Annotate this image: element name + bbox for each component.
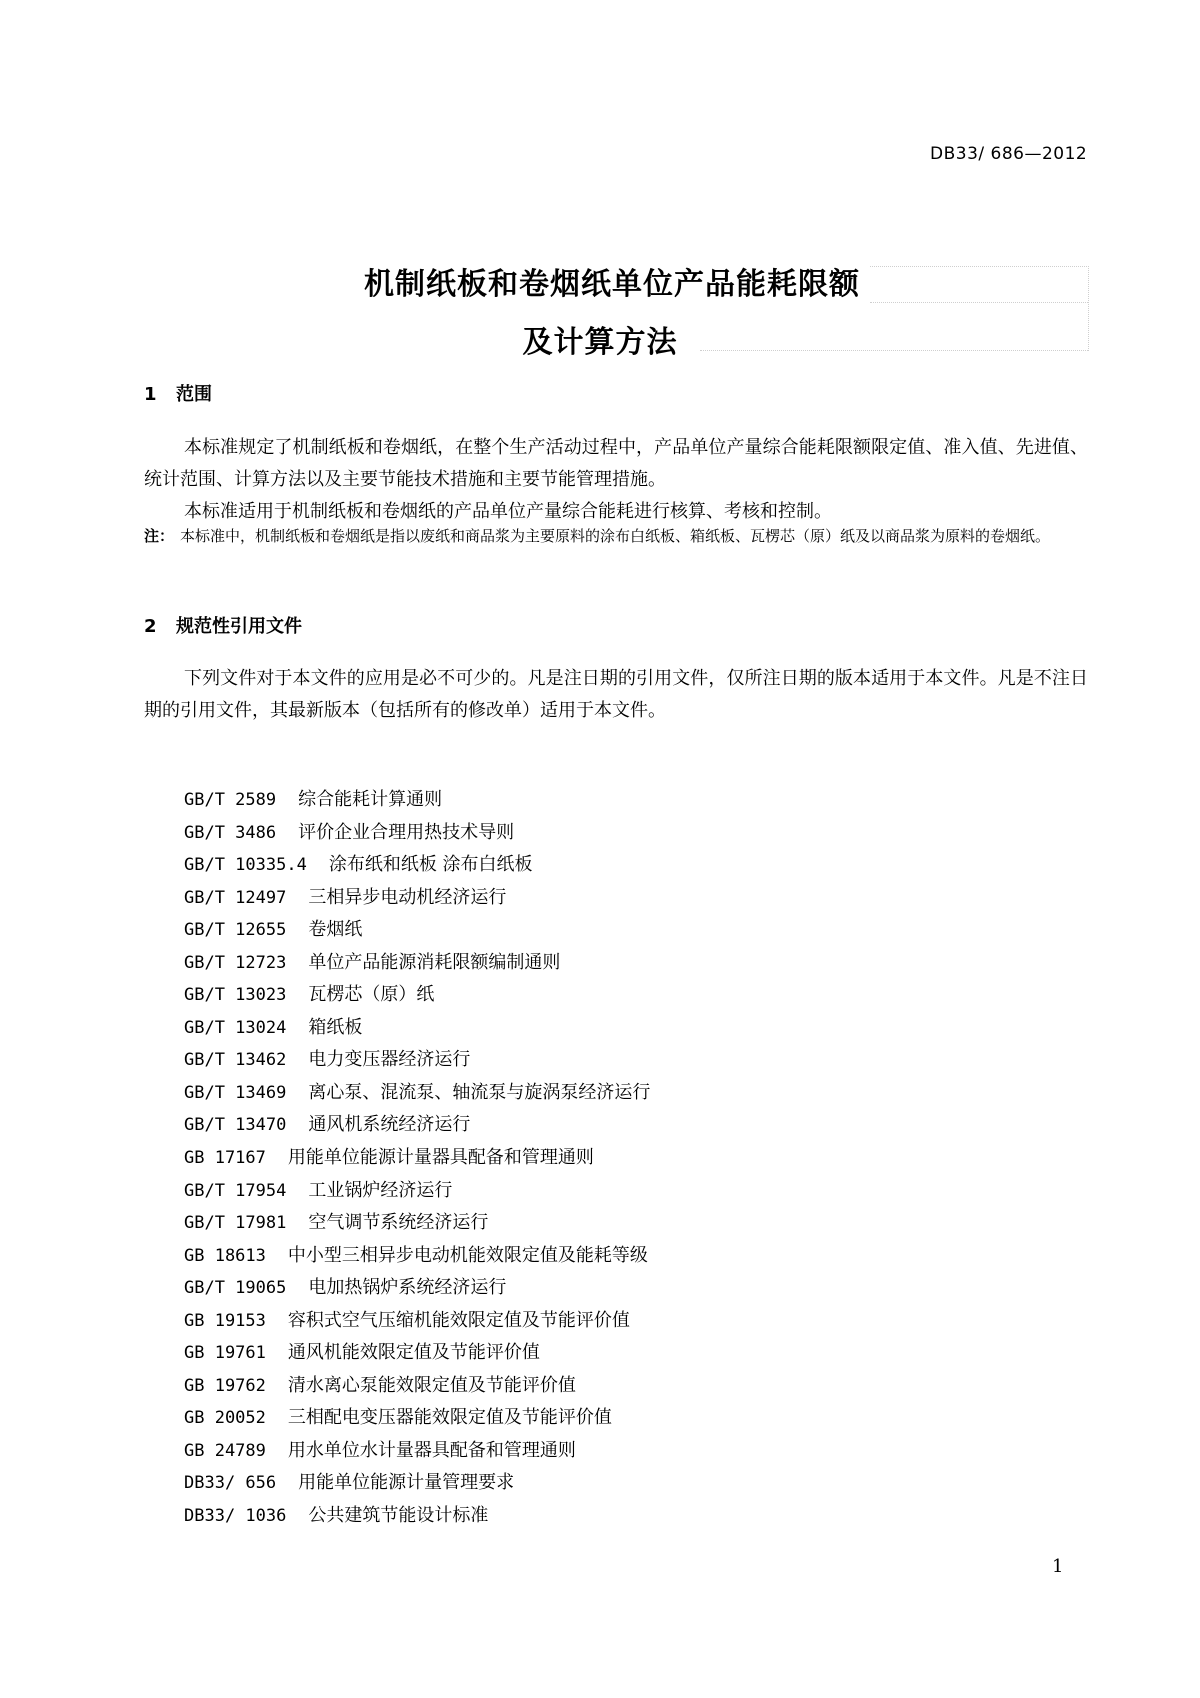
reference-title: 评价企业合理用热技术导则: [298, 821, 515, 843]
reference-item: [184, 1467, 650, 1500]
reference-code: GB 18613: [184, 1245, 266, 1266]
reference-title: 用能单位能源计量管理要求: [298, 1472, 515, 1494]
reference-title: 电力变压器经济运行: [308, 1049, 471, 1071]
reference-title: 三相异步电动机经济运行: [308, 886, 507, 908]
scope-note: [144, 522, 1088, 551]
reference-title: 三相配电变压器能效限定值及节能评价值: [287, 1407, 612, 1429]
reference-title: 用水单位水计量器具配备和管理通则: [287, 1439, 576, 1461]
reference-code: GB/T 13469: [184, 1082, 287, 1103]
reference-code: GB/T 12497: [184, 887, 287, 908]
reference-title: 用能单位能源计量器具配备和管理通则: [287, 1147, 594, 1169]
reference-item: [184, 849, 650, 882]
reference-item: [184, 1077, 650, 1110]
reference-item: [184, 1337, 650, 1370]
normative-references-list: [184, 784, 650, 1533]
reference-title: 清水离心泵能效限定值及节能评价值: [287, 1374, 576, 1396]
reference-code: GB/T 2589: [184, 790, 277, 810]
reference-code: GB/T 13462: [184, 1050, 287, 1071]
reference-title: 容积式空气压缩机能效限定值及节能评价值: [287, 1309, 630, 1331]
section-1-number: 1: [144, 384, 157, 405]
reference-title: 综合能耗计算通则: [298, 789, 443, 810]
reference-title: 空气调节系统经济运行: [308, 1212, 489, 1234]
reference-code: GB 19762: [184, 1375, 266, 1396]
reference-item: [184, 1370, 650, 1403]
note-label: 注：: [144, 527, 175, 545]
reference-item: [184, 947, 650, 980]
document-title: [0, 262, 1200, 366]
reference-title: 卷烟纸: [308, 919, 363, 941]
reference-title: 中小型三相异步电动机能效限定值及能耗等级: [287, 1244, 648, 1266]
section-2-body: [144, 663, 1088, 727]
reference-code: GB 19153: [184, 1310, 266, 1331]
scope-paragraph-1: 本标准规定了机制纸板和卷烟纸，在整个生产活动过程中，产品单位产量综合能耗限额限定值、准入值、先进值、统计范围、计算方法以及主要节能技术措施和主要节能管理措施。: [144, 437, 1088, 490]
references-intro: 下列文件对于本文件的应用是必不可少的。凡是注日期的引用文件，仅所注日期的版本适用于本文件。凡是不注日期的引用文件，其最新版本（包括所有的修改单）适用于本文件。: [144, 668, 1088, 721]
reference-item: [184, 817, 650, 850]
reference-title: 离心泵、混流泵、轴流泵与旋涡泵经济运行: [308, 1081, 651, 1103]
reference-item: [184, 784, 650, 817]
reference-item: [184, 1012, 650, 1045]
reference-code: GB/T 10335.4: [184, 855, 307, 876]
section-1-heading: [144, 380, 212, 406]
reference-item: [184, 1240, 650, 1273]
reference-code: DB33/ 656: [184, 1473, 277, 1494]
reference-item: [184, 979, 650, 1012]
reference-title: 瓦楞芯（原）纸: [308, 984, 435, 1006]
reference-item: [184, 1175, 650, 1208]
scope-paragraph-2: 本标准适用于机制纸板和卷烟纸的产品单位产量综合能耗进行核算、考核和控制。: [184, 501, 832, 522]
reference-item: [184, 1402, 650, 1435]
reference-item: [184, 1500, 650, 1533]
reference-item: [184, 1142, 650, 1175]
reference-title: 涂布纸和纸板 涂布白纸板: [328, 854, 533, 876]
title-line-1: 机制纸板和卷烟纸单位产品能耗限额: [364, 267, 860, 302]
reference-item: [184, 1435, 650, 1468]
section-2-number: 2: [144, 616, 157, 637]
page-number: 1: [1052, 1556, 1064, 1577]
reference-code: GB/T 12655: [184, 920, 287, 941]
reference-code: GB 19761: [184, 1343, 266, 1364]
reference-code: GB 24789: [184, 1440, 266, 1461]
section-2-title: 规范性引用文件: [176, 616, 302, 637]
section-1-body: [144, 432, 1088, 528]
reference-title: 工业锅炉经济运行: [308, 1179, 453, 1201]
reference-code: GB 17167: [184, 1148, 266, 1169]
section-1-title: 范围: [176, 384, 212, 405]
reference-item: [184, 1109, 650, 1142]
reference-code: GB/T 13470: [184, 1115, 287, 1136]
reference-item: [184, 1272, 650, 1305]
reference-item: [184, 914, 650, 947]
reference-code: GB/T 12723: [184, 952, 287, 973]
reference-item: [184, 1207, 650, 1240]
reference-code: DB33/ 1036: [184, 1506, 287, 1527]
title-line-2: 及计算方法: [522, 325, 678, 360]
reference-title: 单位产品能源消耗限额编制通则: [308, 951, 561, 973]
reference-code: GB 20052: [184, 1408, 266, 1429]
reference-code: GB/T 17981: [184, 1213, 287, 1234]
reference-item: [184, 882, 650, 915]
reference-title: 通风机能效限定值及节能评价值: [287, 1342, 540, 1364]
reference-item: [184, 1305, 650, 1338]
reference-item: [184, 1044, 650, 1077]
reference-code: GB/T 3486: [184, 822, 277, 843]
note-text: 本标准中，机制纸板和卷烟纸是指以废纸和商品浆为主要原料的涂布白纸板、箱纸板、瓦楞芯（原）纸及以商品浆为原料的卷烟纸。: [180, 527, 1051, 545]
reference-code: GB/T 17954: [184, 1180, 287, 1201]
reference-title: 箱纸板: [308, 1016, 363, 1038]
reference-title: 公共建筑节能设计标准: [308, 1505, 489, 1527]
section-2-heading: [144, 612, 302, 638]
reference-code: GB/T 13023: [184, 985, 287, 1006]
reference-code: GB/T 19065: [184, 1278, 287, 1299]
reference-code: GB/T 13024: [184, 1017, 287, 1038]
document-code: DB33/ 686—2012: [930, 144, 1088, 164]
reference-title: 电加热锅炉系统经济运行: [308, 1277, 507, 1299]
reference-title: 通风机系统经济运行: [308, 1114, 471, 1136]
